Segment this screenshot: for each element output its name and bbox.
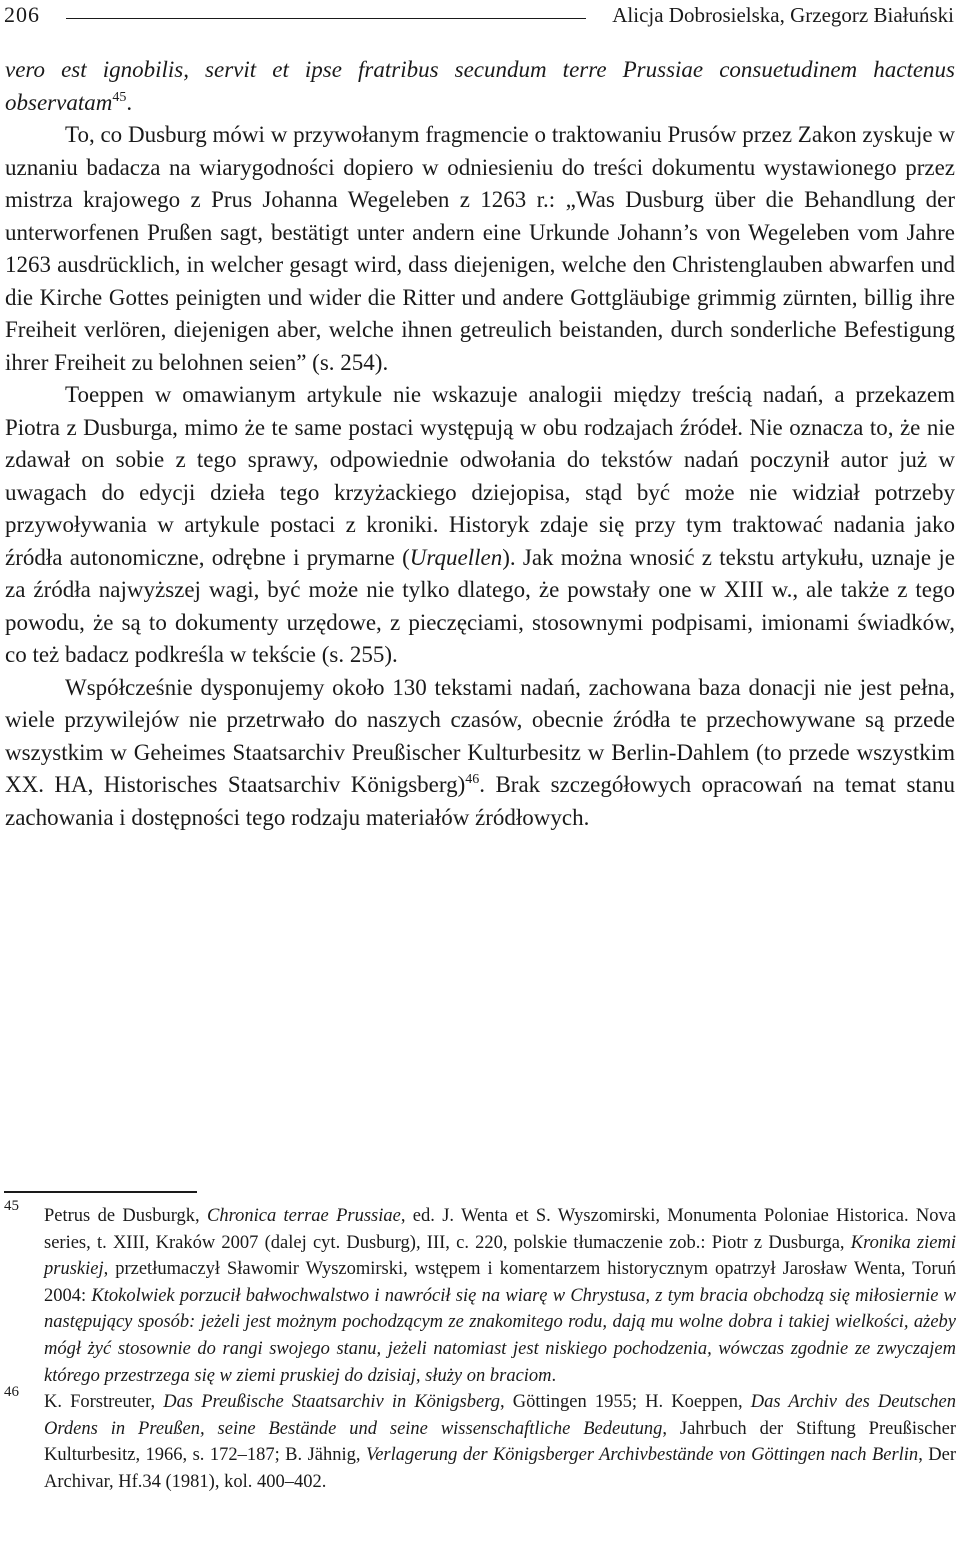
footnote-text: K. Forstreuter, xyxy=(44,1392,164,1413)
footnote-text: , Göttingen 1955; H. Koeppen, xyxy=(500,1392,751,1413)
footnote-ref-45[interactable]: 45 xyxy=(112,89,127,105)
footnote-italic: Kronika ziemi pruskiej xyxy=(44,1232,956,1280)
footnote-italic: Chronica terrae Prussiae xyxy=(207,1206,401,1226)
footnote-46 xyxy=(4,1384,957,1495)
footnote-separator xyxy=(4,1191,197,1193)
footnote-text: , Der Archivar, Hf.34 (1981), kol. 400–402. xyxy=(44,1445,956,1492)
paragraph-4-text-end: . Brak szczegółowych opracowań na temat stanu zachowania i dostępności tego rodzaju materiałów źródłowych. xyxy=(5,772,955,830)
footnote-text: , ed. J. Wenta et S. Wyszomirski, Monumenta Poloniae Historica. Nova series, t. XIII, Kraków 2007 (dalej cyt. Dusburg), III, c. 220, polskie tłumaczenie zob.: Piotr z Dusburga, xyxy=(44,1206,956,1253)
footnote-text: , Jahrbuch der Stiftung Preußischer Kulturbesitz, 1966, s. 172–187; B. Jähnig, xyxy=(44,1418,957,1466)
header-rule xyxy=(66,18,586,19)
urquellen-term: Urquellen xyxy=(409,544,503,570)
footnote-text: Petrus de Dusburgk, xyxy=(44,1206,207,1226)
footnote-italic: Ktokolwiek porzucił bałwochwalstwo i nawrócił się na wiarę w Chrystusa, z tym bracia obchodzą się miłosiernie w następujący sposób: jeżeli jest możnym pochodzącym ze znakomitego rodu, dają mu wolne dobra i takiej wielkości, ażeby mógł żyć stosownie do rangi swojego stanu, jeżeli natomiast jest niskiego pochodzenia, wówczas zgodnie ze zwyczajem którego przestrzega się w ziemi pruskiej do dzisiaj, służy on braciom xyxy=(44,1285,957,1386)
paragraph-3-text-end: ). Jak można wnosić z tekstu artykułu, uznaje je za źródła najwyższej wagi, być może nie tylko dlatego, że powstały one w XIII w., ale także z tego powodu, że są to dokumenty urzędowe, z pieczęciami, stosownymi podpisami, imionami świadków, co też badacz podkreśla w tekście (s. 255). xyxy=(5,544,955,667)
paragraph-4 xyxy=(5,672,955,835)
page-number: 206 xyxy=(4,2,40,27)
page-header xyxy=(4,0,954,30)
paragraph-3-text: Toeppen w omawianym artykule nie wskazuje analogii między treścią nadań, a przekazem Piotra z Dusburga, mimo że te same postaci występują w obu rodzajach źródeł. Nie oznacza to, że nie zdawał on sobie z tego sprawy, odpowiednie odwołania do tekstów nadań poczynił autor już w uwagach do edycji dzieła tego krzyżackiego dziejopisa, stąd być może nie widział potrzeby przywoływania w artykule postaci z kroniki. Historyk zdaje się przy tym traktować nadania jako źródła autonomiczne, odrębne i prymarne ( xyxy=(5,382,955,570)
footnote-45 xyxy=(4,1198,957,1389)
paragraph-1-end: . xyxy=(126,89,133,115)
footnote-number: 45 xyxy=(4,1198,19,1214)
main-text xyxy=(5,54,955,834)
paragraph-1 xyxy=(5,54,955,119)
footnote-number: 46 xyxy=(4,1384,19,1401)
footnote-italic: Verlagerung der Königsberger Archivbestände von Göttingen nach Berlin xyxy=(365,1445,919,1466)
latin-quote: vero est ignobilis, servit et ipse fratribus secundum terre Prussiae consuetudinem hactenus observatam xyxy=(5,57,955,115)
footnote-text: , przetłumaczył Sławomir Wyszomirski, wstępem i komentarzem historycznym opatrzył Jarosław Wenta, Toruń 2004: xyxy=(44,1259,956,1306)
running-head: Alicja Dobrosielska, Grzegorz Białuński xyxy=(612,2,954,27)
footnotes xyxy=(4,1198,957,1496)
footnote-ref-46[interactable]: 46 xyxy=(465,772,480,787)
footnote-italic: Das Archiv des Deutschen Ordens in Preußen, seine Bestände und seine wissenschaftliche Bedeutung xyxy=(44,1392,956,1439)
paragraph-2: To, co Dusburg mówi w przywołanym fragmencie o traktowaniu Prusów przez Zakon zyskuje w uznaniu badacza na wiarygodności dopiero w odniesieniu do treści dokumentu wystawionego przez mistrza krajowego z Prus Johanna Wegeleben z 1263 r.: „Was Dusburg über die Behandlung der unterworfenen Prußen sagt, bestätigt unter andern eine Urkunde Johann’s von Wegeleben vom Jahre 1263 ausdrücklich, in welcher gesagt wird, dass diejenigen, welche den Christenglauben abwarfen und die Kirche Gottes peinigten und wider die Ritter und andere Gottgläubige grimmig zürnten, billig ihre Freiheit verlören, diejenigen aber, welche ihnen getreulich beistanden, durch sonderliche Befestigung ihrer Freiheit zu belohnen seien” (s. 254). xyxy=(5,122,955,375)
paragraph-4-text: Współcześnie dysponujemy około 130 tekstami nadań, zachowana baza donacji nie jest pełna, wiele przywilejów nie przetrwało do naszych czasów, obecnie źródła te przechowywane są przede wszystkim w Geheimes Staatsarchiv Preußischer Kulturbesitz w Berlin-Dahlem (to przede wszystkim XX. HA, Historisches Staatsarchiv Königsberg) xyxy=(5,674,955,797)
footnote-italic: Das Preußische Staatsarchiv in Königsberg xyxy=(163,1392,500,1413)
paragraph-3 xyxy=(5,379,955,672)
footnote-text: . xyxy=(551,1365,557,1386)
